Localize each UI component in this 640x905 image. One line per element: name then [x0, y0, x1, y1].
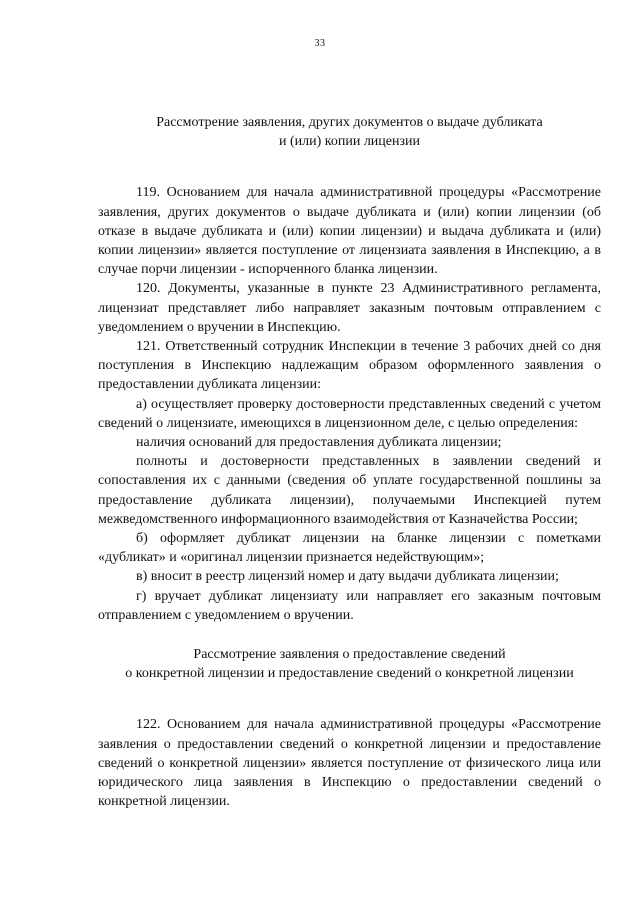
paragraph-121-a-grounds: наличия оснований для предоставления дубликата лицензии; — [136, 435, 502, 451]
document-body — [98, 113, 601, 812]
section-heading-line: Рассмотрение заявления о предоставление сведений — [193, 647, 506, 663]
paragraph-121-c: в) вносит в реестр лицензий номер и дату выдачи дубликата лицензии; — [136, 569, 559, 585]
paragraph-121-a: а) осуществляет проверку достоверности представленных сведений с учетом сведений о лицензиате, имеющихся в лицензионном деле, с целью определения: — [98, 396, 601, 431]
section-heading — [98, 645, 601, 683]
paragraph-121-a-completeness: полноты и достоверности представленных в заявлении сведений и сопоставления их с данными (сведения об уплате государственной пошлины за предоставление дубликата лицензии), получаемыми Инспекцией путем межведомственного информационного взаимодействия от Казначейства России; — [98, 454, 601, 527]
section-heading-line: о конкретной лицензии и предоставление сведений о конкретной лицензии — [125, 666, 574, 682]
paragraph-119: 119. Основанием для начала административной процедуры «Рассмотрение заявления, других документов о выдаче дубликата и (или) копии лицензии (об отказе в выдаче дубликата и (или) копии лицензии) и выдача дубликата и (или) копии лицензии» является поступление от лицензиата заявления в Инспекцию, а в случае порчи лицензии - испорченного бланка лицензии. — [98, 185, 601, 278]
paragraph-122: 122. Основанием для начала административной процедуры «Рассмотрение заявления о предоставлении сведений о конкретной лицензии и предоставление сведений о конкретной лицензии» является поступление от физического лица или юридического лица заявления в Инспекцию о предоставлении сведений о конкретной лицензии. — [98, 717, 601, 810]
paragraph-121-d: г) вручает дубликат лицензиату или направляет его заказным почтовым отправлением с уведомлением о вручении. — [98, 588, 601, 623]
section-heading — [98, 113, 601, 151]
page-number: 33 — [314, 38, 326, 49]
paragraph-120: 120. Документы, указанные в пункте 23 Административного регламента, лицензиат представляет либо направляет заказным почтовым отправлением с уведомлением о вручении в Инспекцию. — [98, 281, 601, 335]
section-heading-line: Рассмотрение заявления, других документов о выдаче дубликата — [156, 115, 543, 130]
section-heading-line: и (или) копии лицензии — [278, 134, 421, 150]
paragraph-121: 121. Ответственный сотрудник Инспекции в течение 3 рабочих дней со дня поступления в Инспекцию надлежащим образом оформленного заявления о предоставлении дубликата лицензии: — [98, 339, 601, 393]
paragraph-121-b: б) оформляет дубликат лицензии на бланке лицензии с пометками «дубликат» и «оригинал лицензии признается недействующим»; — [98, 531, 601, 566]
